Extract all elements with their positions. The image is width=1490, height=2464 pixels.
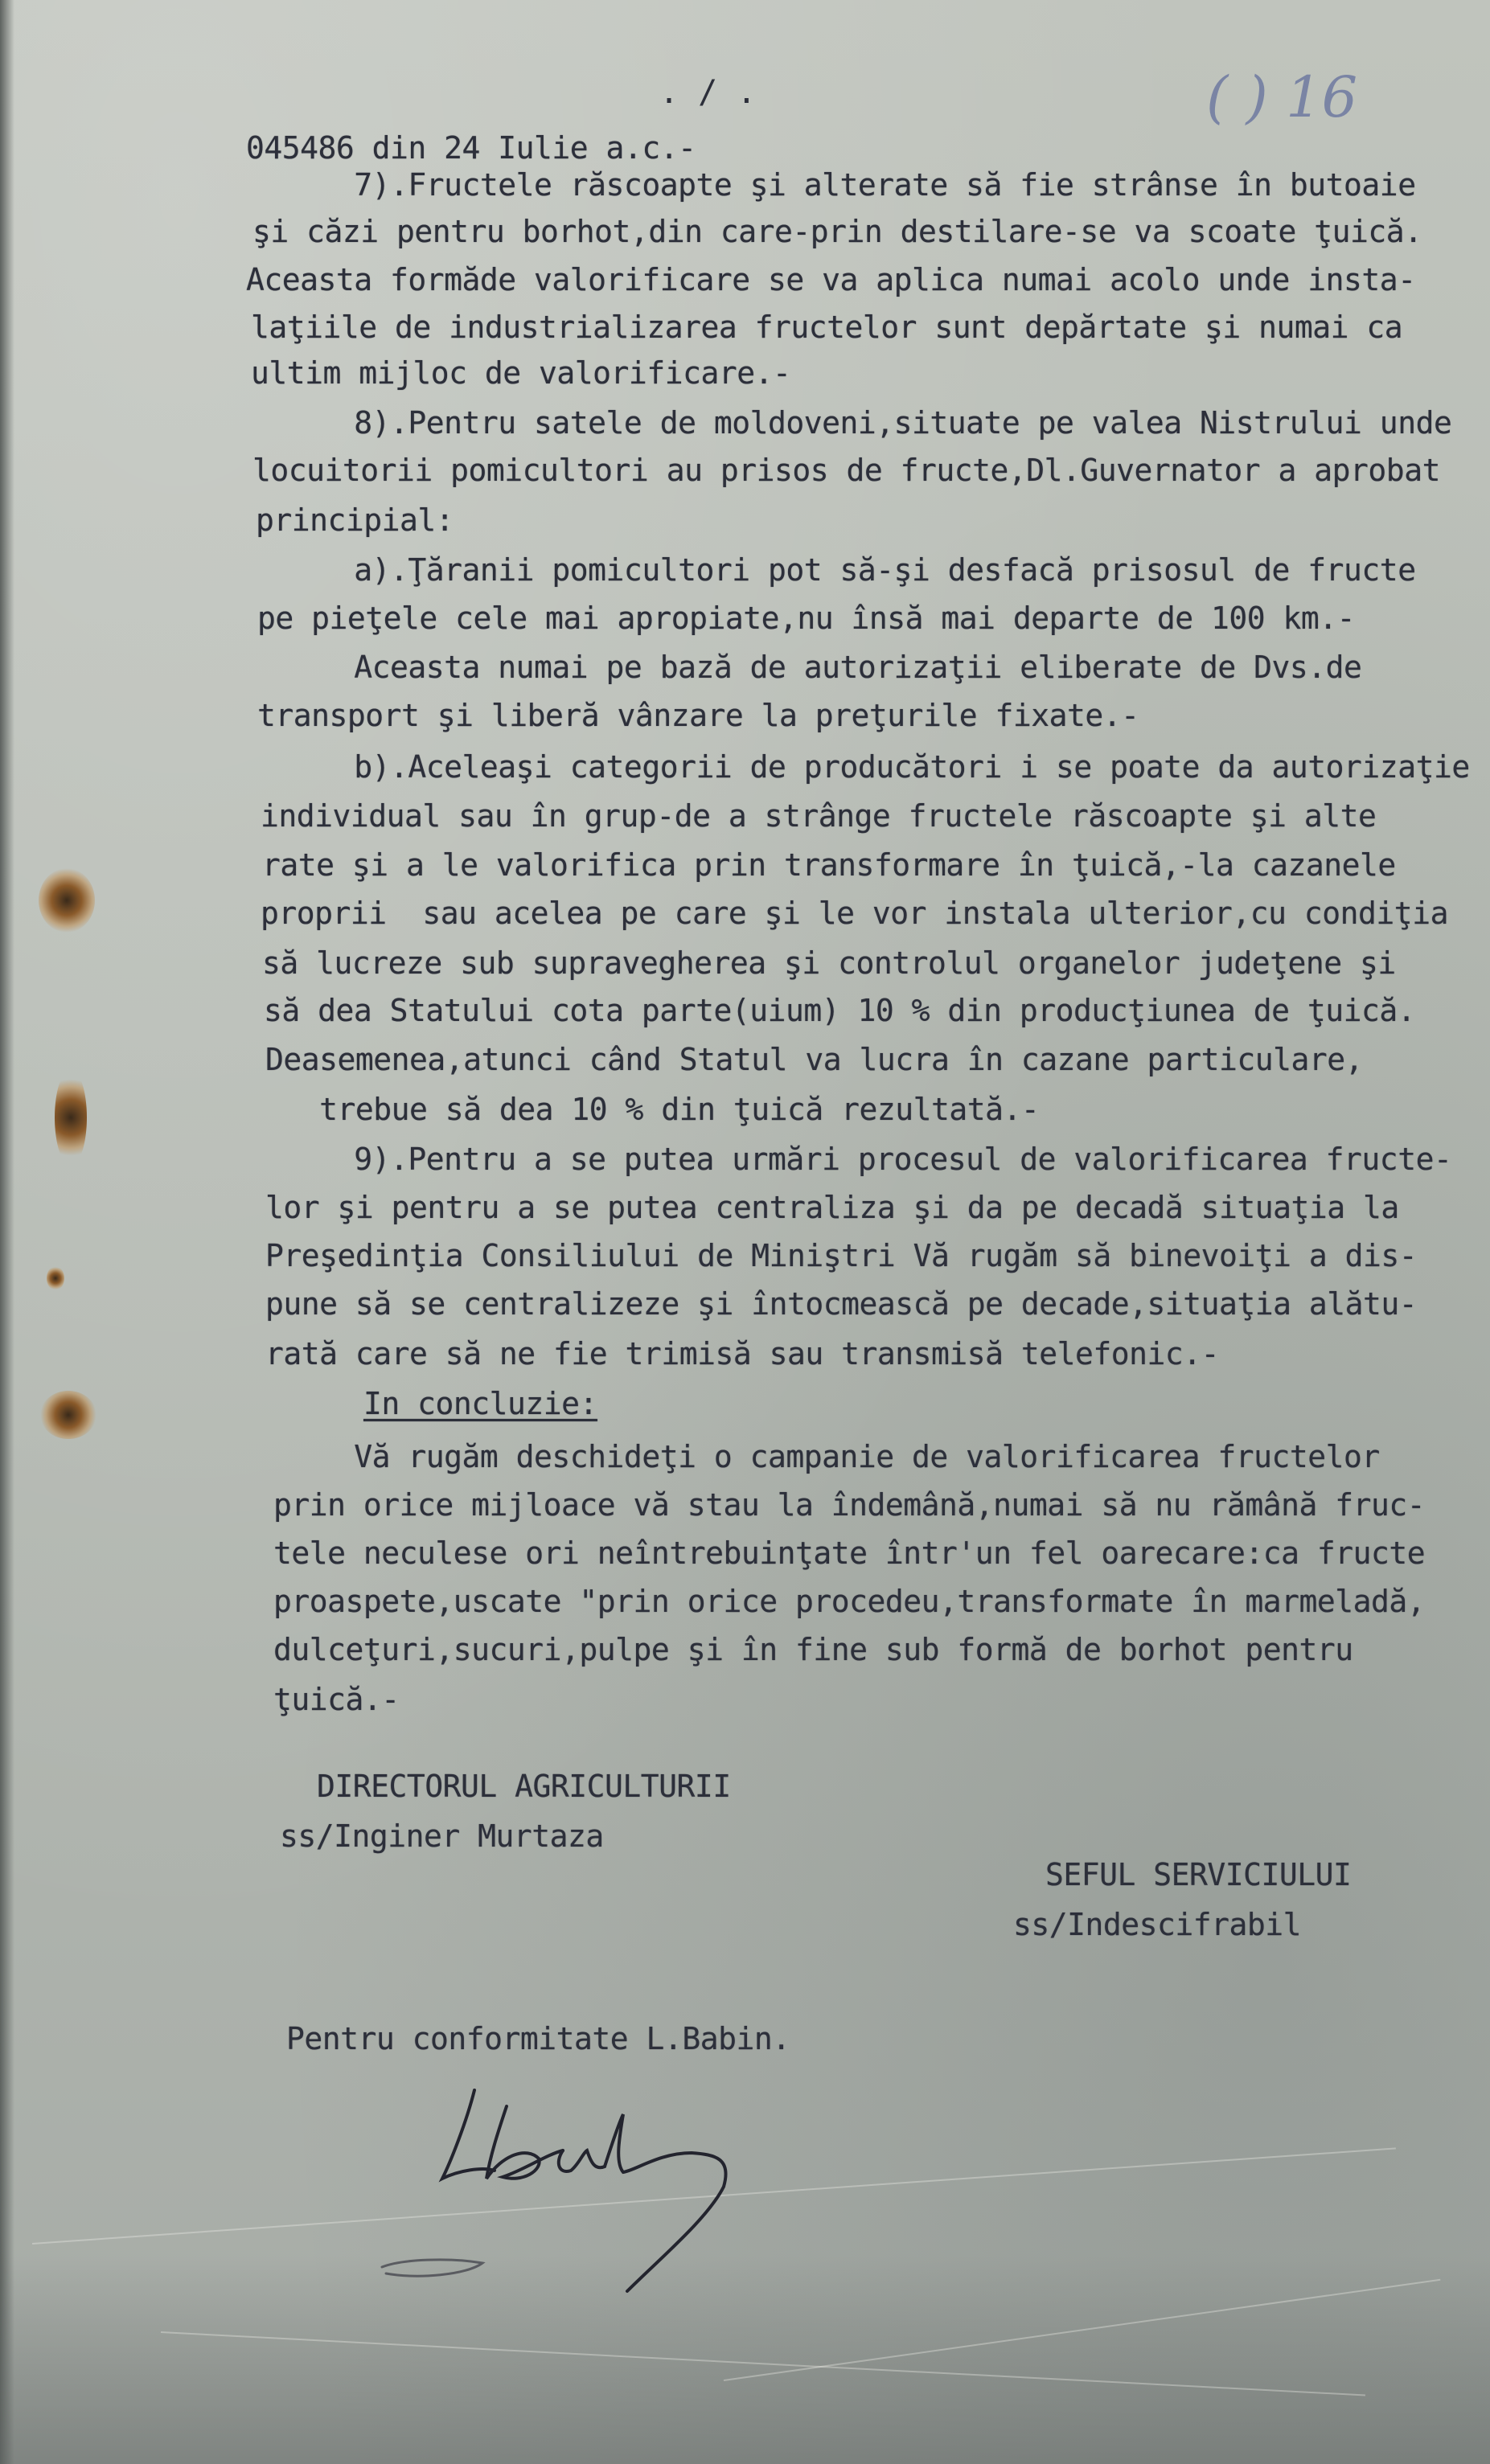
- body-line: lor şi pentru a se putea centraliza şi da pe decadă situaţia la: [265, 1190, 1399, 1225]
- conclusion-line: dulceţuri,sucuri,pulpe şi în fine sub formă de borhot pentru: [273, 1632, 1353, 1667]
- body-line: ultim mijloc de valorificare.-: [251, 355, 791, 391]
- body-line: Aceasta formăde valorificare se va aplica numai acolo unde insta-: [246, 262, 1416, 297]
- conformity-note: Pentru conformitate L.Babin.: [286, 2021, 790, 2056]
- body-line: rată care să ne fie trimisă sau transmisă telefonic.-: [265, 1336, 1220, 1371]
- conclusion-line: prin orice mijloace vă stau la îndemână,numai să nu rămână fruc-: [273, 1487, 1426, 1523]
- signatory-right-title: SEFUL SERVICIULUI: [1045, 1857, 1352, 1892]
- body-line: să dea Statului cota parte(uium) 10 % din producţiunea de ţuică.: [264, 993, 1416, 1028]
- body-line: locuitorii pomicultori au prisos de fructe,Dl.Guvernator a aprobat: [252, 453, 1440, 488]
- signatory-left-name: ss/Inginer Murtaza: [280, 1818, 604, 1854]
- body-line: 7).Fructele răscoapte şi alterate să fie strânse în butoaie: [246, 167, 1416, 203]
- folio-number: ( ) 16: [1206, 64, 1358, 130]
- body-line: laţiile de industrializarea fructelor sunt depărtate şi numai ca: [251, 310, 1403, 345]
- body-line: a).Ţăranii pomicultori pot să-şi desfacă prisosul de fructe: [246, 552, 1416, 588]
- conclusion-line: tele neculese ori neîntrebuinţate într'un fel oarecare:ca fructe: [273, 1535, 1426, 1571]
- conclusion-line: ţuică.-: [273, 1682, 400, 1717]
- body-line: Deasemenea,atunci când Statul va lucra în cazane particulare,: [265, 1042, 1364, 1077]
- body-line: să lucreze sub supravegherea şi controlul organelor judeţene şi: [262, 945, 1396, 981]
- body-line: 9).Pentru a se putea urmări procesul de valorificarea fructe-: [246, 1142, 1452, 1177]
- body-line: principial:: [256, 502, 454, 538]
- body-line: individual sau în grup-de a strânge fructele răscoapte şi alte: [261, 798, 1377, 834]
- body-line: pune să se centralizeze şi întocmească pe decade,situaţia alătu-: [265, 1286, 1418, 1322]
- body-line: şi căzi pentru borhot,din care-prin destilare-se va scoate ţuică.: [252, 214, 1422, 249]
- signatory-right-name: ss/Indescifrabil: [1013, 1907, 1302, 1942]
- body-line: pe pieţele cele mai apropiate,nu însă mai departe de 100 km.-: [257, 601, 1356, 636]
- body-line: Aceasta numai pe bază de autorizaţii eliberate de Dvs.de: [246, 650, 1362, 685]
- reference-line: 045486 din 24 Iulie a.c.-: [246, 130, 696, 166]
- body-line: transport şi liberă vânzare la preţurile fixate.-: [257, 698, 1139, 733]
- body-line: 8).Pentru satele de moldoveni,situate pe valea Nistrului unde: [246, 405, 1452, 441]
- conclusion-line: proaspete,uscate "prin orice procedeu,transformate în marmeladă,: [273, 1584, 1426, 1619]
- handwritten-signature: [354, 2058, 804, 2299]
- page-marker: . / .: [659, 74, 757, 111]
- conclusion-line: Vă rugăm deschideţi o campanie de valorificarea fructelor: [246, 1439, 1380, 1474]
- body-line: Preşedinţia Consiliului de Miniştri Vă rugăm să binevoiţi a dis-: [265, 1238, 1418, 1273]
- signatory-left-title: DIRECTORUL AGRICULTURII: [317, 1769, 731, 1804]
- body-line: trebue să dea 10 % din ţuică rezultată.-: [265, 1092, 1040, 1127]
- body-line: proprii sau acelea pe care şi le vor instala ulterior,cu condiţia: [261, 896, 1448, 931]
- conclusion-heading: In concluzie:: [363, 1386, 597, 1421]
- body-line: b).Aceleaşi categorii de producători i se poate da autorizaţie: [246, 749, 1470, 785]
- body-line: rate şi a le valorifica prin transformare în ţuică,-la cazanele: [262, 847, 1396, 883]
